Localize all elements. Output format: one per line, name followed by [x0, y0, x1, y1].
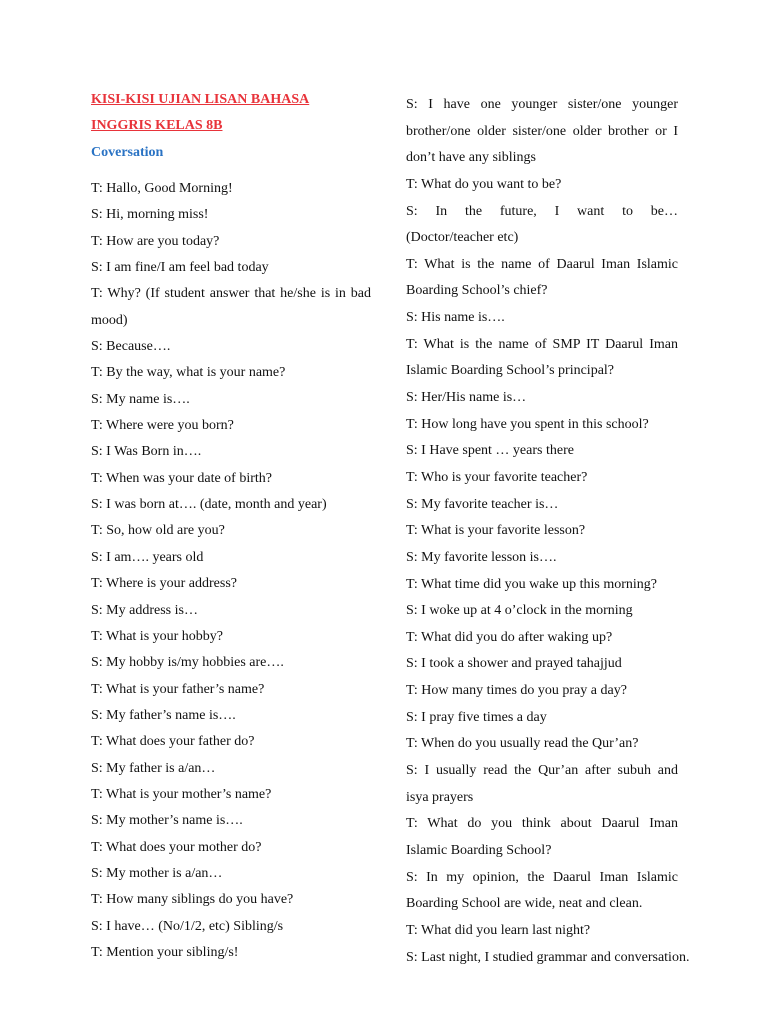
- dialogue-line: T: What is your mother’s name?: [91, 786, 272, 802]
- dialogue-line: T: When was your date of birth?: [91, 470, 272, 486]
- dialogue-line: Boarding School are wide, neat and clean.: [406, 896, 643, 912]
- dialogue-line: S: My mother’s name is….: [91, 813, 243, 829]
- dialogue-line: S: I was born at…. (date, month and year): [91, 497, 327, 513]
- dialogue-line: T: What is your favorite lesson?: [406, 523, 586, 539]
- dialogue-line: S: I usually read the Qur’an after subuh and: [406, 763, 678, 779]
- dialogue-line: T: What do you think about Daarul Iman: [406, 816, 678, 832]
- dialogue-line: S: I Was Born in….: [91, 444, 202, 460]
- dialogue-line: T: Where is your address?: [91, 576, 237, 592]
- dialogue-line: S: I Have spent … years there: [406, 443, 574, 459]
- dialogue-line: T: How many siblings do you have?: [91, 892, 294, 908]
- dialogue-line: don’t have any siblings: [406, 150, 537, 166]
- dialogue-line: S: My name is….: [91, 391, 190, 407]
- dialogue-line: S: I have one younger sister/one younger: [406, 97, 678, 112]
- document-title-line-1: KISI-KISI UJIAN LISAN BAHASA: [91, 92, 310, 107]
- dialogue-line: Islamic Boarding School?: [406, 842, 552, 858]
- dialogue-line: T: What is the name of Daarul Iman Islamic: [406, 256, 678, 272]
- dialogue-line: T: What is the name of SMP IT Daarul Iman: [406, 336, 678, 352]
- right-dialogue-lines: [406, 92, 690, 971]
- dialogue-line: S: Her/His name is…: [406, 390, 527, 406]
- dialogue-line: T: How are you today?: [91, 233, 220, 249]
- dialogue-line: T: What is your hobby?: [91, 628, 224, 644]
- dialogue-line: S: My father’s name is….: [91, 707, 236, 723]
- dialogue-line: T: What did you do after waking up?: [406, 629, 613, 645]
- dialogue-line: S: My favorite teacher is…: [406, 496, 559, 512]
- dialogue-line: T: What did you learn last night?: [406, 922, 591, 938]
- dialogue-line: T: When do you usually read the Qur’an?: [406, 736, 639, 752]
- dialogue-line: S: I woke up at 4 o’clock in the morning: [406, 603, 633, 619]
- dialogue-line: T: Who is your favorite teacher?: [406, 469, 588, 485]
- dialogue-line: T: What do you want to be?: [406, 176, 562, 192]
- dialogue-line: T: Mention your sibling/s!: [91, 944, 239, 960]
- dialogue-line: T: What does your father do?: [91, 734, 255, 750]
- dialogue-line: S: I am fine/I am feel bad today: [91, 260, 269, 276]
- dialogue-line: T: Where were you born?: [91, 418, 234, 434]
- dialogue-line: isya prayers: [406, 789, 474, 805]
- dialogue-line: S: My address is…: [91, 602, 198, 618]
- dialogue-line: S: In the future, I want to be…: [406, 203, 678, 219]
- dialogue-line: (Doctor/teacher etc): [406, 230, 519, 246]
- dialogue-line: S: In my opinion, the Daarul Iman Islamic: [406, 869, 678, 885]
- dialogue-line: brother/one older sister/one older brother or I: [406, 123, 678, 139]
- dialogue-line: T: What is your father’s name?: [91, 681, 265, 697]
- dialogue-line: T: By the way, what is your name?: [91, 365, 286, 381]
- dialogue-line: T: Hallo, Good Morning!: [91, 181, 233, 196]
- dialogue-line: T: So, how old are you?: [91, 523, 225, 539]
- dialogue-line: T: How many times do you pray a day?: [406, 683, 627, 699]
- dialogue-line: S: My mother is a/an…: [91, 865, 223, 881]
- dialogue-line: S: His name is….: [406, 310, 505, 326]
- dialogue-line: T: Why? (If student answer that he/she is in bad: [91, 286, 371, 302]
- dialogue-line: S: Last night, I studied grammar and conversation.: [406, 949, 690, 965]
- dialogue-line: S: I am…. years old: [91, 549, 204, 565]
- dialogue-line: S: Hi, morning miss!: [91, 207, 209, 223]
- left-dialogue-lines: [91, 176, 371, 966]
- dialogue-line: S: I have… (No/1/2, etc) Sibling/s: [91, 918, 284, 934]
- dialogue-line: T: What time did you wake up this morning?: [406, 576, 658, 592]
- dialogue-line: T: How long have you spent in this school?: [406, 416, 649, 432]
- dialogue-line: S: I pray five times a day: [406, 709, 547, 725]
- dialogue-line: S: I took a shower and prayed tahajjud: [406, 656, 622, 672]
- dialogue-line: S: My father is a/an…: [91, 760, 216, 776]
- dialogue-line: mood): [91, 312, 128, 328]
- section-heading: Coversation: [91, 145, 164, 160]
- dialogue-line: Boarding School’s chief?: [406, 283, 548, 299]
- dialogue-line: T: What does your mother do?: [91, 839, 262, 855]
- document-title-line-2: INGGRIS KELAS 8B: [91, 118, 223, 133]
- dialogue-line: S: My favorite lesson is….: [406, 549, 557, 565]
- dialogue-line: Islamic Boarding School’s principal?: [406, 363, 615, 379]
- dialogue-line: S: My hobby is/my hobbies are….: [91, 655, 284, 671]
- dialogue-line: S: Because….: [91, 339, 171, 355]
